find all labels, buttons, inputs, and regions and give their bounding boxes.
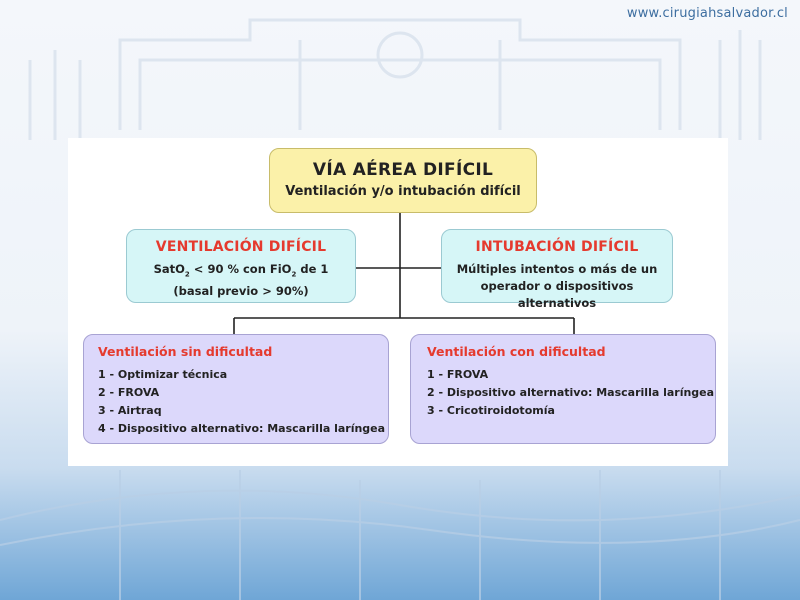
website-url: www.cirugiahsalvador.cl bbox=[626, 6, 788, 21]
root-title: VÍA AÉREA DIFÍCIL bbox=[312, 160, 494, 180]
list-item: 4 - Dispositivo alternativo: Mascarilla laríngea bbox=[98, 422, 386, 435]
sin-dificultad-list bbox=[98, 366, 388, 438]
node-ventilacion-sin-dificultad bbox=[83, 334, 389, 444]
root-node-via-aerea-dificil bbox=[269, 148, 537, 213]
list-item: 3 - Airtraq bbox=[98, 404, 162, 417]
con-dificultad-list bbox=[427, 366, 715, 420]
node-intubacion-dificil bbox=[441, 229, 673, 310]
list-item: 1 - FROVA bbox=[427, 368, 489, 381]
intubacion-criteria: Múltiples intentos o más de un operador o dispositivos alternativos bbox=[456, 262, 658, 310]
node-ventilacion-dificil bbox=[126, 229, 356, 303]
intubacion-title: INTUBACIÓN DIFÍCIL bbox=[475, 239, 639, 255]
sin-dificultad-title: Ventilación sin dificultad bbox=[98, 344, 273, 359]
ventilacion-title: VENTILACIÓN DIFÍCIL bbox=[155, 239, 327, 255]
ventilacion-criteria: SatO$_2$ < 90 % con FiO$_2$ de 1 (basal previo > 90%) bbox=[153, 262, 329, 299]
list-item: 2 - FROVA bbox=[98, 386, 160, 399]
root-subtitle: Ventilación y/o intubación difícil bbox=[285, 184, 521, 199]
list-item: 3 - Cricotiroidotomía bbox=[427, 404, 555, 417]
list-item: 2 - Dispositivo alternativo: Mascarilla laríngea bbox=[427, 386, 715, 399]
list-item: 1 - Optimizar técnica bbox=[98, 368, 228, 381]
con-dificultad-title: Ventilación con dificultad bbox=[427, 344, 606, 359]
node-ventilacion-con-dificultad bbox=[410, 334, 716, 444]
